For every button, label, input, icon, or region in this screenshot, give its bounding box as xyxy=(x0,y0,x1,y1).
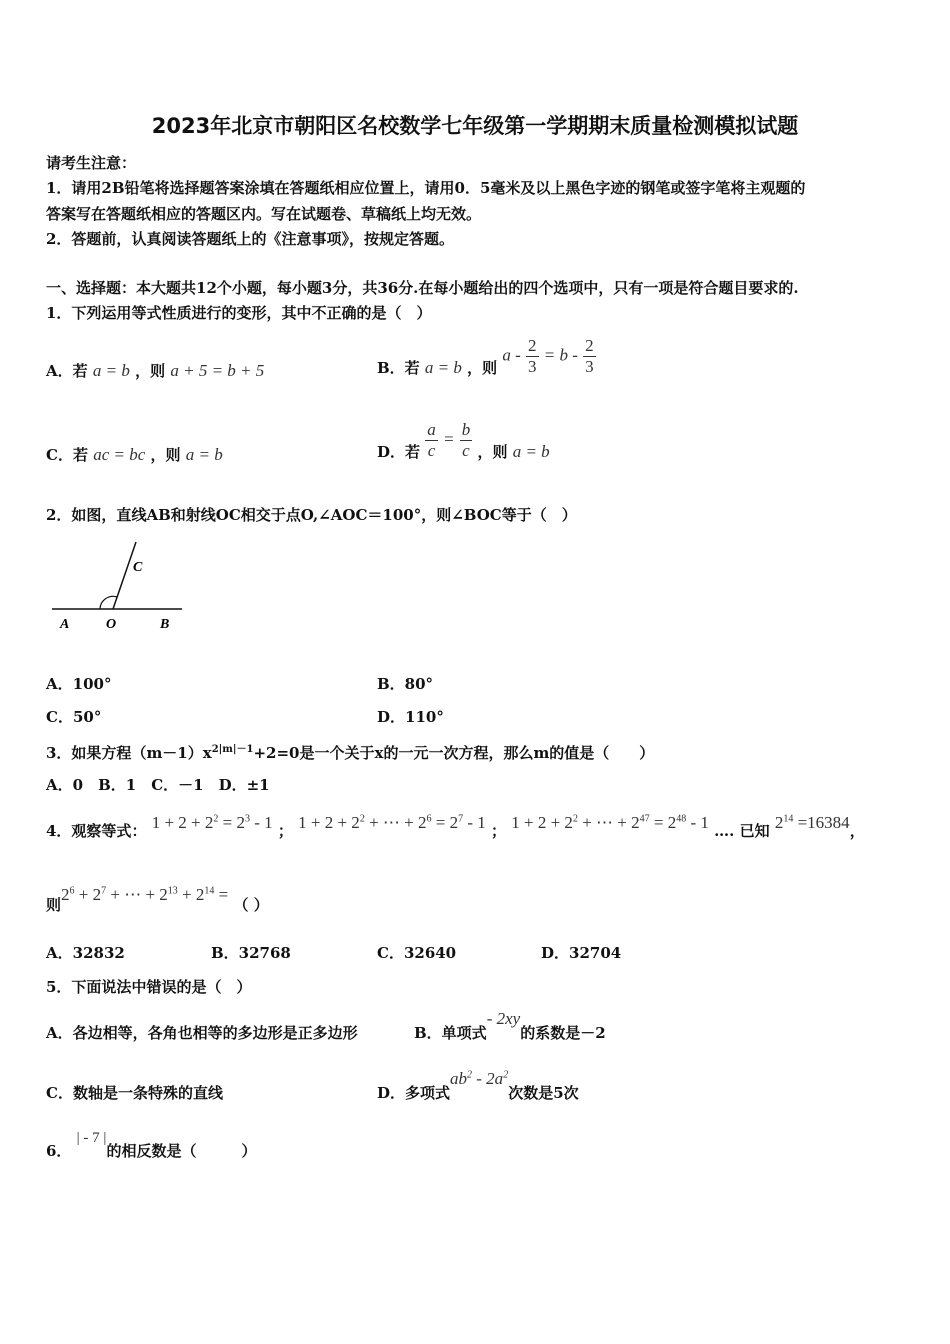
q1-d-eq: = xyxy=(442,429,455,449)
q2-option-b: B．80° xyxy=(377,675,434,693)
q5-d-math: $ab^2 - 2a^2$ xyxy=(450,1069,509,1088)
q4-sep-1: ； xyxy=(277,822,293,840)
q1-a-mid: ，则 xyxy=(135,362,166,380)
q5-b-prefix: B．单项式 xyxy=(414,1024,487,1042)
q2-option-d: D．110° xyxy=(377,708,444,726)
q1-a-math2: a + 5 = b + 5 xyxy=(170,361,265,380)
q1-option-c xyxy=(46,444,223,465)
notice-line-3: 2．答题前，认真阅读答题纸上的《注意事项》，按规定答题。 xyxy=(46,230,454,248)
q1-b-a: a - xyxy=(502,345,521,365)
q2-option-c: C．50° xyxy=(46,708,102,726)
q1-c-math2: a = b xyxy=(185,445,223,464)
q4-sep-2: ； xyxy=(491,822,507,840)
q5-d-post: 次数是5次 xyxy=(508,1084,579,1102)
q5-option-c: C．数轴是一条特殊的直线 xyxy=(46,1084,223,1102)
q4-sum: $2^6 + 2^7$ + ⋯ + $2^{13} + 2^{14}$ = xyxy=(61,885,229,904)
q4-comma: ， xyxy=(849,822,865,840)
q4-option-a: A．32832 xyxy=(46,944,125,962)
q3-stem-b: +2=0是一个关于x的一元一次方程，那么m的值是（ ） xyxy=(253,744,655,762)
q4-option-d: D．32704 xyxy=(541,944,622,962)
q1-option-d xyxy=(377,420,550,461)
page-title: 2023年北京市朝阳区名校数学七年级第一学期期末质量检测模拟试题 xyxy=(151,114,799,138)
q6-number: 6． xyxy=(46,1142,72,1160)
q1-option-a xyxy=(46,360,264,381)
q4-line-1 xyxy=(46,812,865,840)
q4-known: 已知 xyxy=(739,822,770,840)
q4-option-b: B．32768 xyxy=(211,944,291,962)
q1-b-mid: ，则 xyxy=(467,358,498,377)
q4-blank: （ ） xyxy=(233,896,269,914)
q1-d-prefix: D．若 xyxy=(377,442,421,461)
q1-b-frac1: $\frac{2}{3}$ xyxy=(528,336,537,376)
q1-d-frac1: $\frac{a}{c}$ xyxy=(427,420,436,460)
q1-c-math1: ac = bc xyxy=(93,445,146,464)
q4-eq2: $1 + 2 + 2^2$ + ⋯ + $2^6 = 2^7 - 1$ xyxy=(298,813,486,832)
q5-option-a: A．各边相等，各角也相等的多边形是正多边形 xyxy=(46,1024,358,1042)
q1-b-frac2: $\frac{2}{3}$ xyxy=(585,336,594,376)
notice-line-2: 答案写在答题纸相应的答题区内。写在试题卷、草稿纸上均无效。 xyxy=(46,205,482,223)
notice-line-1: 1．请用2B铅笔将选择题答案涂填在答题纸相应位置上，请用0．5毫米及以上黑色字迹的钢笔或签字笔将主观题的 xyxy=(46,179,806,197)
q4-option-c: C．32640 xyxy=(377,944,457,962)
q2-option-a: A．100° xyxy=(46,675,112,693)
q1-stem: 1．下列运用等式性质进行的变形，其中不正确的是（ ） xyxy=(46,304,432,322)
ray-oc xyxy=(113,542,136,609)
q1-a-math1: a = b xyxy=(92,361,130,380)
q1-c-prefix: C．若 xyxy=(46,446,88,464)
label-b: B xyxy=(160,617,170,632)
q1-b-math1: a = b xyxy=(424,357,462,377)
q4-eq3: $1 + 2 + 2^2$ + ⋯ + $2^{47} = 2^{48} - 1$ xyxy=(511,813,709,832)
q1-b-eq: = b - xyxy=(543,345,578,365)
q1-d-mid: ，则 xyxy=(477,442,508,461)
q3-stem-a: 3．如果方程（m－1）x xyxy=(46,744,212,762)
q4-dots: …. xyxy=(714,822,735,840)
q1-c-mid: ，则 xyxy=(150,446,181,464)
q1-b-prefix: B．若 xyxy=(377,358,420,377)
section-heading: 一、选择题：本大题共12个小题，每小题3分，共36分.在每小题给出的四个选项中，只有一项是符合题目要求的. xyxy=(46,279,799,297)
q3-options: A．0 B．1 C．－1 D．±1 xyxy=(46,776,270,794)
q3-stem xyxy=(46,740,654,763)
q1-a-prefix: A．若 xyxy=(46,362,88,380)
q2-stem: 2．如图，直线AB和射线OC相交于点O,∠AOC＝100°，则∠BOC等于（ ） xyxy=(46,506,577,524)
label-a: A xyxy=(60,617,70,632)
q5-option-d xyxy=(377,1068,579,1102)
q5-b-post: 的系数是－2 xyxy=(520,1024,606,1042)
label-o: O xyxy=(106,617,117,632)
q4-prefix: 4．观察等式： xyxy=(46,822,147,840)
q1-d-math2: a = b xyxy=(512,441,550,461)
q6-stem xyxy=(46,1126,257,1160)
q1-d-frac2: $\frac{b}{c}$ xyxy=(461,420,471,460)
label-c: C xyxy=(133,560,143,575)
q4-eq1: $1 + 2 + 2^2 = 2^3 - 1$ xyxy=(151,813,273,832)
q5-stem: 5．下面说法中错误的是（ ） xyxy=(46,978,252,996)
q3-exponent: 2|m|－1 xyxy=(211,744,254,755)
q4-then: 则 xyxy=(46,896,62,914)
q5-option-b xyxy=(414,1008,606,1042)
q5-b-math: - 2xy xyxy=(486,1009,521,1028)
q4-line-2 xyxy=(46,884,269,914)
q2-angle-figure xyxy=(50,538,190,638)
q6-post: 的相反数是（ ） xyxy=(106,1142,257,1160)
q5-d-prefix: D．多项式 xyxy=(377,1084,451,1102)
q4-known-value: $2^{14} =16384$ xyxy=(774,813,850,832)
notice-heading: 请考生注意： xyxy=(46,154,137,172)
q6-math: | - 7 | xyxy=(76,1130,107,1146)
q1-option-b xyxy=(377,336,596,377)
